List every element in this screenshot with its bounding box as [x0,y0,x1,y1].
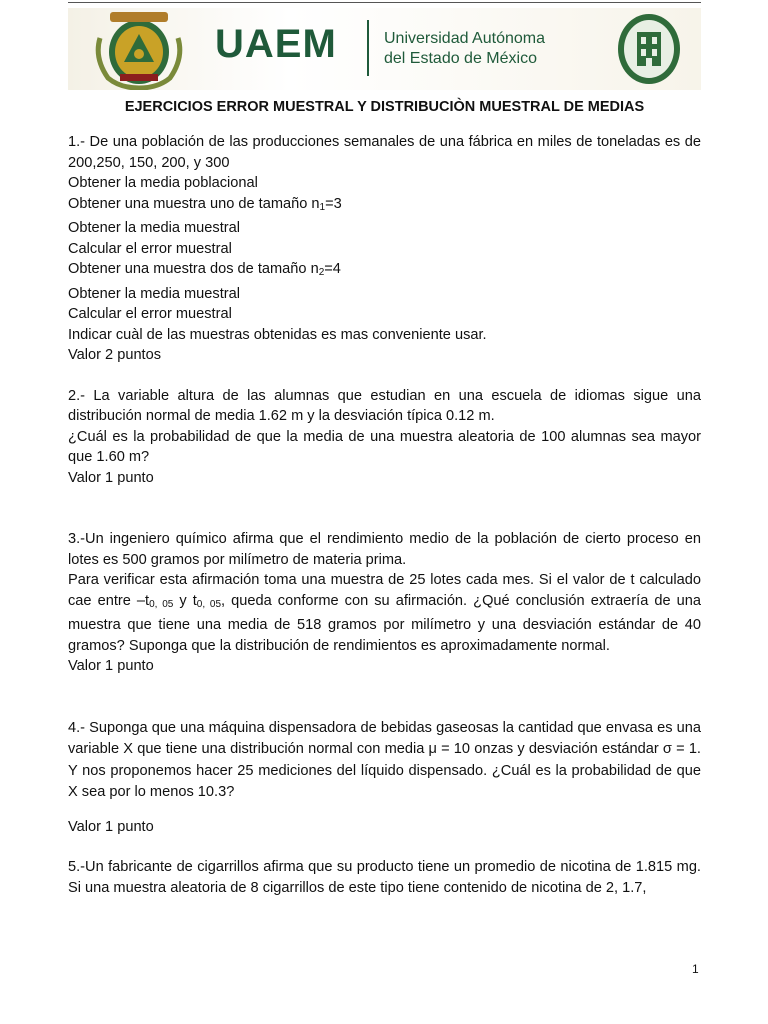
brand-divider [367,20,369,76]
brand-name: UAEM [215,22,337,66]
exercise-4-statement: 4.- Suponga que una máquina dispensadora de bebidas gaseosas la cantidad que envasa es una variable X que tiene una distribución normal con media μ = 10 onzas y desviación estándar σ = 1. Y nos proponemos hacer 25 mediciones del líquido dispensado. ¿Cuál es la probabilidad de que X sea por lo menos 10.3? [68,719,701,800]
document-title: EJERCICIOS ERROR MUESTRAL Y DISTRIBUCIÒN MUESTRAL DE MEDIAS [124,99,645,115]
exercise-1-step: Obtener una muestra uno de tamaño $n_1=3$ [68,195,342,213]
exercise-2-question: ¿Cuál es la probabilidad de que la media de una muestra aleatoria de 100 alumnas sea mayor que 1.60 m? [68,428,701,465]
exercise-1-step: Obtener una muestra dos de tamaño $n_2=4$ [68,261,341,278]
exercise-2-value: Valor 1 punto [68,469,154,486]
exercise-1-step: Calcular el error muestral [68,306,232,322]
exercise-1-step: Indicar cuàl de las muestras obtenidas es mas conveniente usar. [68,326,487,343]
university-name-line2: del Estado de México [384,50,537,67]
exercise-3-value: Valor 1 punto [68,658,154,674]
exercise-1-step: Obtener la media muestral [68,285,240,302]
page-number: 1 [692,962,699,976]
exercise-1-statement: 1.- De una población de las producciones semanales de una fábrica en miles de toneladas es de 200,250, 150, 200, y 300 [68,134,701,171]
university-name-line1: Universidad Autónoma [384,30,545,47]
document-body [68,132,701,898]
exercise-4-value: Valor 1 punto [68,818,154,835]
exercise-1-step: Obtener la media muestral [68,220,240,236]
exercise-2-statement: 2.- La variable altura de las alumnas que estudian en una escuela de idiomas sigue una distribución normal de media 1.62 m y la desviación típica 0.12 m. [68,387,701,424]
exercise-5-statement: 5.-Un fabricante de cigarrillos afirma que su producto tiene un promedio de nicotina de 1.815 mg. Si una muestra aleatoria de 8 cigarrillos de este tipo tiene contenido de nicotina de 2, 1.7, [68,859,701,896]
building-seal-logo [616,12,682,86]
top-rule [68,2,701,3]
exercise-1-step: Obtener la media poblacional [68,175,258,191]
exercise-1-value: Valor 2 puntos [68,347,162,363]
exercise-3-question: Para verificar esta afirmación toma una muestra de 25 lotes cada mes. Si el valor de t calculado cae entre $-t_{0, 05}$ y $t_{0, 05}$, queda conforme con su afirmación. ¿Qué conclusión extraería de una muestra que tiene una media de 518 gramos por milímetro y una desviación estándar de 40 gramos? Suponga que la distribución de rendimientos es aproximadamente normal. [68,572,701,654]
uaem-shield-logo [90,8,188,90]
exercise-1-step: Calcular el error muestral [68,240,232,257]
exercise-3-statement: 3.-Un ingeniero químico afirma que el rendimiento medio de la población de cierto proceso en lotes es 500 gramos por milímetro de materia prima. [68,531,701,568]
